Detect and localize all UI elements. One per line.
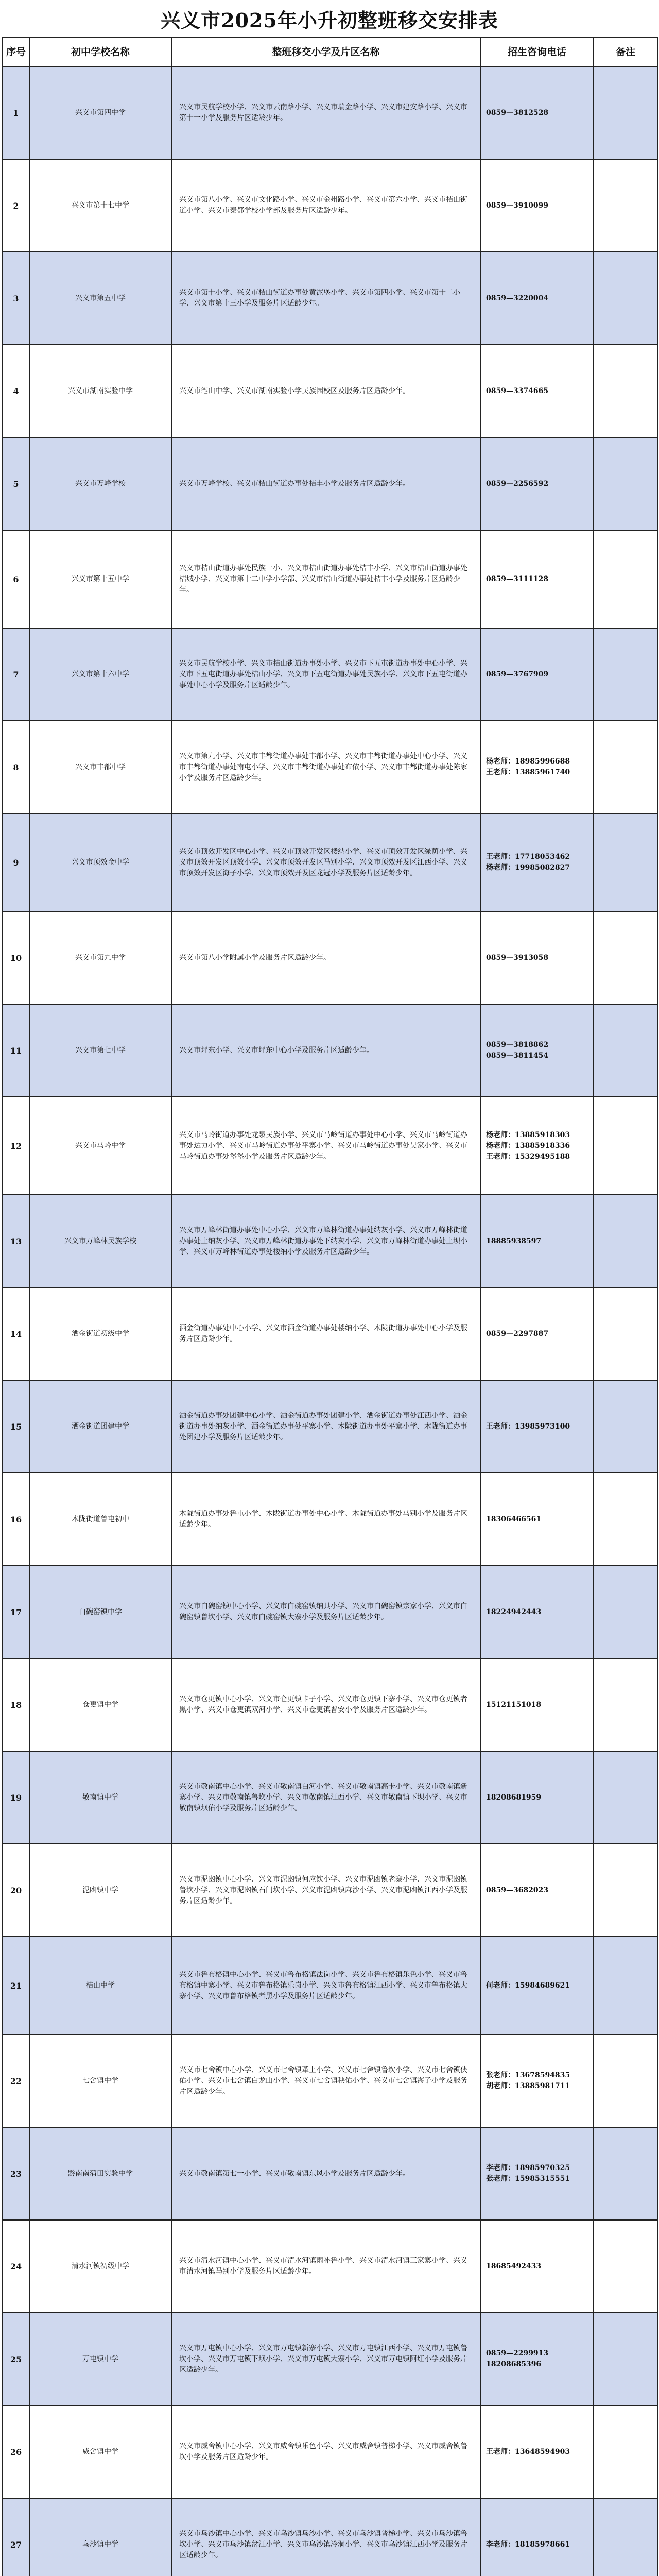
row-note	[594, 2498, 657, 2576]
phone-line: 0859—2256592	[486, 479, 549, 488]
row-note	[594, 1658, 657, 1751]
document-title: 兴义市2025年小升初整班移交安排表	[161, 8, 498, 32]
contact-phone	[480, 345, 594, 437]
phone-line: 18685492433	[486, 2262, 542, 2270]
row-note	[594, 2127, 657, 2220]
contact-phone	[480, 911, 594, 1004]
table-row	[3, 2498, 657, 2576]
row-index: 5	[3, 437, 29, 530]
row-index: 3	[3, 252, 29, 345]
phone-line: 18885938597	[486, 1236, 542, 1245]
contact-phone	[480, 2220, 594, 2313]
contact-phone	[480, 1658, 594, 1751]
phone-line: 杨老师：13885918336	[486, 1141, 570, 1150]
phone-line: 王老师：17718053462	[486, 853, 570, 861]
phone-line: 0859—3913058	[486, 953, 549, 962]
contact-phone	[480, 2035, 594, 2127]
phone-line: 李老师：18185978661	[486, 2540, 570, 2549]
table-row	[3, 2405, 657, 2498]
phone-line: 18208685396	[486, 2360, 542, 2368]
arrangement-table	[2, 37, 658, 2576]
row-index: 12	[3, 1097, 29, 1195]
school-name: 洒金街道初级中学	[29, 1287, 171, 1380]
school-name: 兴义市丰都中学	[29, 721, 171, 814]
table-row	[3, 2313, 657, 2405]
transfer-area: 兴义市敬南镇中心小学、兴义市敬南镇白河小学、兴义市敬南镇高卡小学、兴义市敬南镇新寨小学、兴义市敬南镇鲁坎小学、兴义市敬南镇江西小学、兴义市敬南镇下坝小学、兴义市敬南镇坝佑小学及服务片区适龄少年。	[171, 1751, 480, 1844]
row-note	[594, 721, 657, 814]
row-note	[594, 814, 657, 911]
phone-line: 0859—3220004	[486, 294, 549, 302]
school-name: 兴义市第十六中学	[29, 628, 171, 721]
row-note	[594, 2313, 657, 2405]
contact-phone	[480, 721, 594, 814]
table-row	[3, 814, 657, 911]
table-row	[3, 252, 657, 345]
transfer-area: 兴义市第八小学、兴义市文化路小学、兴义市金州路小学、兴义市第六小学、兴义市桔山街道小学、兴义市泰都学校小学部及服务片区适龄少年。	[171, 159, 480, 252]
row-note	[594, 911, 657, 1004]
transfer-area: 兴义市泥凼镇中心小学、兴义市泥凼镇何应钦小学、兴义市泥凼镇老寨小学、兴义市泥凼镇鲁坎小学、兴义市泥凼镇石门坎小学、兴义市泥凼镇麻沙小学、兴义市泥凼镇江西小学及服务片区适龄少年。	[171, 1844, 480, 1937]
row-index: 16	[3, 1473, 29, 1566]
row-index: 27	[3, 2498, 29, 2576]
table-row	[3, 1751, 657, 1844]
transfer-area: 兴义市万峰学校、兴义市桔山街道办事处桔丰小学及服务片区适龄少年。	[171, 437, 480, 530]
row-index: 22	[3, 2035, 29, 2127]
school-name: 乌沙镇中学	[29, 2498, 171, 2576]
transfer-area: 兴义市白碗窑镇中心小学、兴义市白碗窑镇纳具小学、兴义市白碗窑镇宗家小学、兴义市白碗窑镇鲁坎小学、兴义市白碗窑镇大寨小学及服务片区适龄少年。	[171, 1566, 480, 1658]
contact-phone	[480, 437, 594, 530]
table-header-row	[3, 38, 657, 66]
phone-line: 0859—2297887	[486, 1329, 549, 1338]
table-row	[3, 721, 657, 814]
table-row	[3, 2035, 657, 2127]
table-row	[3, 1844, 657, 1937]
row-note	[594, 628, 657, 721]
contact-phone	[480, 814, 594, 911]
transfer-area: 兴义市清水河镇中心小学、兴义市清水河镇雨补鲁小学、兴义市清水河镇三家寨小学、兴义市清水河镇马别小学及服务片区适龄少年。	[171, 2220, 480, 2313]
table-body	[3, 66, 657, 2576]
phone-line: 王老师：13648594903	[486, 2447, 570, 2456]
transfer-area: 兴义市桔山街道办事处民族一小、兴义市桔山街道办事处桔丰小学、兴义市桔山街道办事处桔城小学、兴义市第十二中学小学部、兴义市桔山街道办事处桔丰小学及服务片区适龄少年。	[171, 530, 480, 628]
school-name: 兴义市第五中学	[29, 252, 171, 345]
row-index: 9	[3, 814, 29, 911]
row-index: 11	[3, 1004, 29, 1097]
school-name: 万屯镇中学	[29, 2313, 171, 2405]
transfer-area: 兴义市顶效开发区中心小学、兴义市顶效开发区楼纳小学、兴义市顶效开发区绿荫小学、兴义市顶效开发区顶效小学、兴义市顶效开发区马别小学、兴义市顶效开发区江西小学、兴义市顶效开发区海子小学、兴义市顶效开发区龙冠小学及服务片区适龄少年。	[171, 814, 480, 911]
phone-line: 王老师：13985973100	[486, 1422, 570, 1431]
transfer-area: 兴义市乌沙镇中心小学、兴义市乌沙镇乌沙小学、兴义市乌沙镇普梯小学、兴义市乌沙镇鲁坎小学、兴义市乌沙镇岔江小学、兴义市乌沙镇冷洞小学、兴义市乌沙镇江西小学及服务片区适龄少年。	[171, 2498, 480, 2576]
school-name: 木陇街道鲁屯初中	[29, 1473, 171, 1566]
phone-line: 15121151018	[486, 1700, 542, 1709]
row-index: 25	[3, 2313, 29, 2405]
phone-line: 0859—3111128	[486, 574, 549, 583]
table-row	[3, 66, 657, 159]
row-note	[594, 1097, 657, 1195]
phone-line: 李老师：18985970325	[486, 2164, 570, 2172]
transfer-area: 兴义市第十小学、兴义市桔山街道办事处黄泥堡小学、兴义市第四小学、兴义市第十二小学、兴义市第十三小学及服务片区适龄少年。	[171, 252, 480, 345]
header-phone: 招生咨询电话	[480, 38, 594, 66]
school-name: 桔山中学	[29, 1937, 171, 2035]
school-name: 白碗窑镇中学	[29, 1566, 171, 1658]
phone-line: 王老师：13885961740	[486, 768, 570, 776]
row-note	[594, 1844, 657, 1937]
contact-phone	[480, 1751, 594, 1844]
row-note	[594, 1287, 657, 1380]
phone-line: 0859—3811454	[486, 1052, 549, 1060]
contact-phone	[480, 2405, 594, 2498]
phone-line: 王老师：15329495188	[486, 1152, 570, 1161]
contact-phone	[480, 1004, 594, 1097]
transfer-area: 兴义市鲁布格镇中心小学、兴义市鲁布格镇法岗小学、兴义市鲁布格镇乐色小学、兴义市鲁布格镇中寨小学、兴义市鲁布格镇乐岗小学、兴义市鲁布格镇江西小学、兴义市鲁布格镇大寨小学、兴义市鲁布格镇者黑小学及服务片区适龄少年。	[171, 1937, 480, 2035]
row-index: 18	[3, 1658, 29, 1751]
phone-line: 杨老师：19985082827	[486, 863, 570, 872]
row-index: 17	[3, 1566, 29, 1658]
phone-line: 0859—3910099	[486, 201, 549, 210]
table-row	[3, 159, 657, 252]
contact-phone	[480, 66, 594, 159]
row-index: 14	[3, 1287, 29, 1380]
row-index: 4	[3, 345, 29, 437]
school-name: 兴义市第十七中学	[29, 159, 171, 252]
school-name: 兴义市第九中学	[29, 911, 171, 1004]
row-note	[594, 437, 657, 530]
row-note	[594, 1937, 657, 2035]
row-index: 15	[3, 1380, 29, 1473]
transfer-area: 洒金街道办事处团建中心小学、洒金街道办事处团建小学、洒金街道办事处江西小学、洒金街道办事处纳灰小学、洒金街道办事处平寨小学、木陇街道办事处平寨小学、木陇街道办事处团建小学及服务片区适龄少年。	[171, 1380, 480, 1473]
row-note	[594, 1566, 657, 1658]
row-index: 1	[3, 66, 29, 159]
contact-phone	[480, 1097, 594, 1195]
phone-line: 0859—2299913	[486, 2349, 549, 2358]
header-note: 备注	[594, 38, 657, 66]
row-index: 6	[3, 530, 29, 628]
header-area: 整班移交小学及片区名称	[171, 38, 480, 66]
transfer-area: 兴义市民航学校小学、兴义市云南路小学、兴义市瑞金路小学、兴义市建安路小学、兴义市第十一小学及服务片区适龄少年。	[171, 66, 480, 159]
school-name: 兴义市马岭中学	[29, 1097, 171, 1195]
school-name: 清水河镇初级中学	[29, 2220, 171, 2313]
row-index: 2	[3, 159, 29, 252]
row-note	[594, 1004, 657, 1097]
contact-phone	[480, 1473, 594, 1566]
phone-line: 张老师：13678594835	[486, 2071, 570, 2079]
row-index: 21	[3, 1937, 29, 2035]
school-name: 七舍镇中学	[29, 2035, 171, 2127]
phone-line: 杨老师：13885918303	[486, 1130, 570, 1139]
school-name: 洒金街道团建中学	[29, 1380, 171, 1473]
transfer-area: 兴义市威舍镇中心小学、兴义市威舍镇乐色小学、兴义市威舍镇普梯小学、兴义市威舍镇鲁坎小学及服务片区适龄少年。	[171, 2405, 480, 2498]
phone-line: 何老师：15984689621	[486, 1981, 570, 1990]
row-index: 19	[3, 1751, 29, 1844]
row-index: 10	[3, 911, 29, 1004]
contact-phone	[480, 1844, 594, 1937]
row-index: 8	[3, 721, 29, 814]
school-name: 黔南南蒲田实验中学	[29, 2127, 171, 2220]
table-row	[3, 911, 657, 1004]
contact-phone	[480, 2313, 594, 2405]
phone-line: 杨老师：18985996688	[486, 757, 570, 766]
table-row	[3, 1658, 657, 1751]
transfer-area: 兴义市笔山中学、兴义市湖南实验小学民族园校区及服务片区适龄少年。	[171, 345, 480, 437]
school-name: 兴义市顶效金中学	[29, 814, 171, 911]
school-name: 兴义市万峰林民族学校	[29, 1195, 171, 1287]
row-note	[594, 1473, 657, 1566]
table-row	[3, 1937, 657, 2035]
table-row	[3, 1380, 657, 1473]
row-note	[594, 66, 657, 159]
table-row	[3, 437, 657, 530]
transfer-area: 兴义市坪东小学、兴义市坪东中心小学及服务片区适龄少年。	[171, 1004, 480, 1097]
row-note	[594, 1380, 657, 1473]
transfer-area: 兴义市万峰林街道办事处中心小学、兴义市万峰林街道办事处纳灰小学、兴义市万峰林街道办事处上纳灰小学、兴义市万峰林街道办事处下纳灰小学、兴义市万峰林街道办事处上坝小学、兴义市万峰林街道办事处楼纳小学及服务片区适龄少年。	[171, 1195, 480, 1287]
contact-phone	[480, 628, 594, 721]
school-name: 兴义市万峰学校	[29, 437, 171, 530]
header-school: 初中学校名称	[29, 38, 171, 66]
phone-line: 0859—3374665	[486, 386, 549, 395]
phone-line: 胡老师：13885981711	[486, 2082, 570, 2090]
table-row	[3, 1473, 657, 1566]
phone-line: 0859—3818862	[486, 1041, 549, 1049]
school-name: 仓更镇中学	[29, 1658, 171, 1751]
table-row	[3, 1097, 657, 1195]
table-row	[3, 530, 657, 628]
school-name: 兴义市湖南实验中学	[29, 345, 171, 437]
contact-phone	[480, 1287, 594, 1380]
transfer-area: 兴义市第八小学附属小学及服务片区适龄少年。	[171, 911, 480, 1004]
transfer-area: 兴义市万屯镇中心小学、兴义市万屯镇新寨小学、兴义市万屯镇江西小学、兴义市万屯镇鲁坎小学、兴义市万屯镇下坝小学、兴义市万屯镇大寨小学、兴义市万屯镇阿红小学及服务片区适龄少年。	[171, 2313, 480, 2405]
transfer-area: 兴义市马岭街道办事处龙泉民族小学、兴义市马岭街道办事处中心小学、兴义市马岭街道办事处达力小学、兴义市马岭街道办事处平寨小学、兴义市马岭街道办事处吴家小学、兴义市马岭街道办事处堡堡小学及服务片区适龄少年。	[171, 1097, 480, 1195]
table-row	[3, 2220, 657, 2313]
phone-line: 18306466561	[486, 1515, 542, 1523]
row-note	[594, 159, 657, 252]
row-note	[594, 2035, 657, 2127]
row-note	[594, 252, 657, 345]
phone-line: 张老师：15985315551	[486, 2175, 570, 2183]
phone-line: 18208681959	[486, 1793, 542, 1802]
table-row	[3, 1287, 657, 1380]
contact-phone	[480, 2498, 594, 2576]
table-row	[3, 1004, 657, 1097]
phone-line: 0859—3812528	[486, 108, 549, 117]
transfer-area: 兴义市民航学校小学、兴义市桔山街道办事处小学、兴义市下五屯街道办事处中心小学、兴义市下五屯街道办事处桔山小学、兴义市下五屯街道办事处民族小学、兴义市下五屯街道办事处中心小学及服务片区适龄少年。	[171, 628, 480, 721]
school-name: 兴义市第四中学	[29, 66, 171, 159]
row-index: 26	[3, 2405, 29, 2498]
header-index: 序号	[3, 38, 29, 66]
school-name: 敬南镇中学	[29, 1751, 171, 1844]
row-note	[594, 2405, 657, 2498]
transfer-area: 兴义市敬南镇第七一小学、兴义市敬南镇东风小学及服务片区适龄少年。	[171, 2127, 480, 2220]
school-name: 兴义市第十五中学	[29, 530, 171, 628]
row-index: 7	[3, 628, 29, 721]
phone-line: 0859—3767909	[486, 670, 549, 679]
row-note	[594, 2220, 657, 2313]
phone-line: 0859—3682023	[486, 1886, 549, 1894]
transfer-area: 兴义市仓更镇中心小学、兴义市仓更镇卡子小学、兴义市仓更镇下寨小学、兴义市仓更镇者黑小学、兴义市仓更镇双河小学、兴义市仓更镇普安小学及服务片区适龄少年。	[171, 1658, 480, 1751]
school-name: 泥凼镇中学	[29, 1844, 171, 1937]
table-row	[3, 1566, 657, 1658]
table-row	[3, 628, 657, 721]
contact-phone	[480, 2127, 594, 2220]
transfer-area: 木陇街道办事处鲁屯小学、木陇街道办事处中心小学、木陇街道办事处马别小学及服务片区适龄少年。	[171, 1473, 480, 1566]
contact-phone	[480, 530, 594, 628]
contact-phone	[480, 1566, 594, 1658]
school-name: 威舍镇中学	[29, 2405, 171, 2498]
phone-line: 18224942443	[486, 1607, 542, 1616]
table-row	[3, 2127, 657, 2220]
row-note	[594, 1195, 657, 1287]
table-row	[3, 1195, 657, 1287]
contact-phone	[480, 159, 594, 252]
table-row	[3, 345, 657, 437]
row-index: 13	[3, 1195, 29, 1287]
transfer-area: 兴义市七舍镇中心小学、兴义市七舍镇革上小学、兴义市七舍镇鲁坎小学、兴义市七舍镇侠佑小学、兴义市七舍镇白龙山小学、兴义市七舍镇秧佑小学、兴义市七舍镇海子小学及服务片区适龄少年。	[171, 2035, 480, 2127]
row-note	[594, 345, 657, 437]
row-note	[594, 1751, 657, 1844]
row-note	[594, 530, 657, 628]
contact-phone	[480, 1195, 594, 1287]
school-name: 兴义市第七中学	[29, 1004, 171, 1097]
row-index: 23	[3, 2127, 29, 2220]
row-index: 20	[3, 1844, 29, 1937]
contact-phone	[480, 252, 594, 345]
row-index: 24	[3, 2220, 29, 2313]
transfer-area: 兴义市第九小学、兴义市丰都街道办事处丰都小学、兴义市丰都街道办事处中心小学、兴义市丰都街道办事处南屯小学、兴义市丰都街道办事处布依小学、兴义市丰都街道办事处陈家小学及服务片区适龄少年。	[171, 721, 480, 814]
transfer-area: 洒金街道办事处中心小学、兴义市洒金街道办事处楼纳小学、木陇街道办事处中心小学及服务片区适龄少年。	[171, 1287, 480, 1380]
contact-phone	[480, 1937, 594, 2035]
contact-phone	[480, 1380, 594, 1473]
